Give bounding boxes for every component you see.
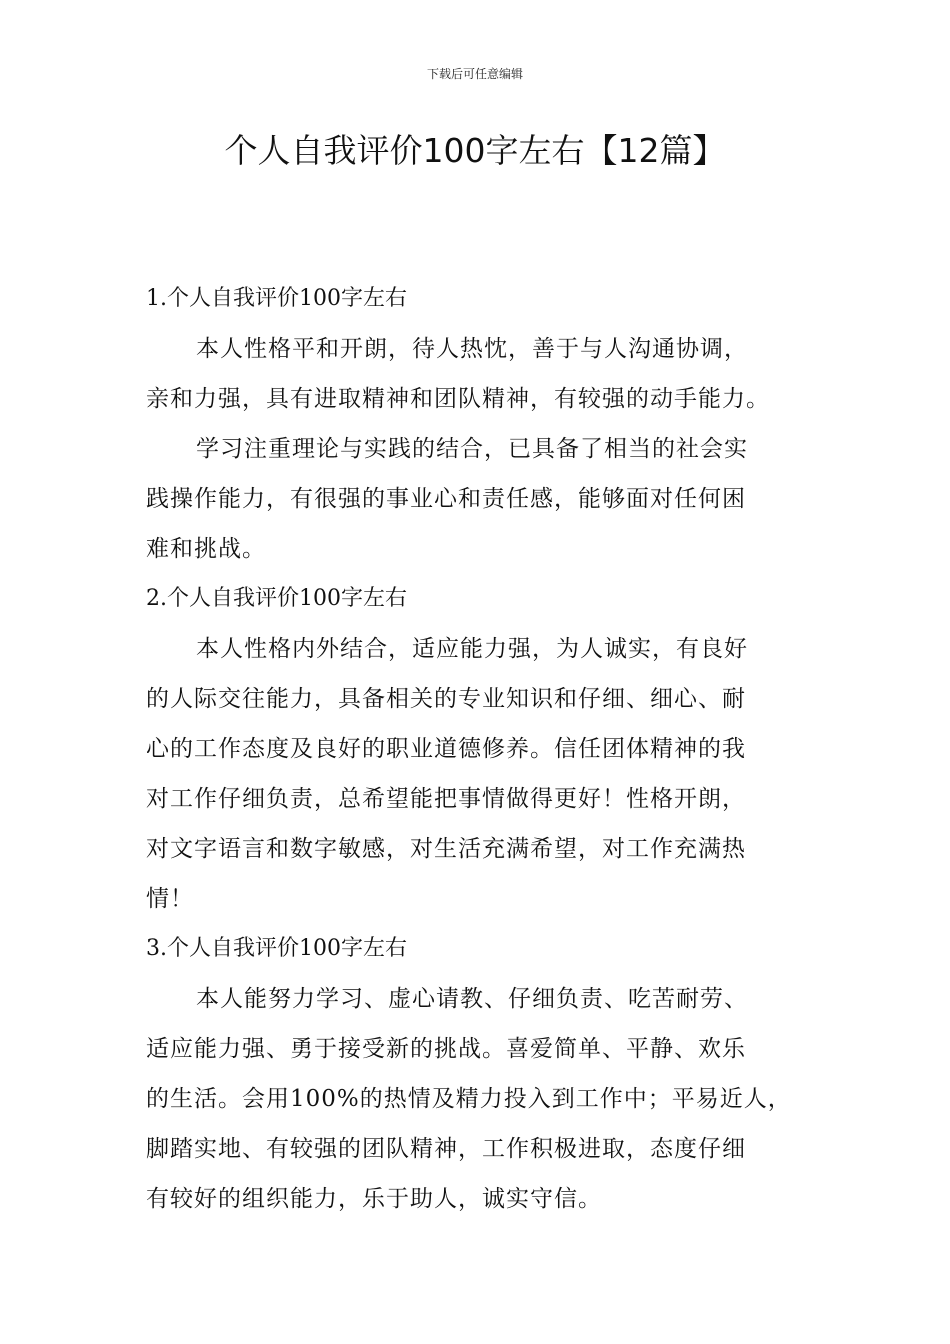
paragraph-line: 本人能努力学习、虚心请教、仔细负责、吃苦耐劳、 [196, 986, 748, 1012]
paragraph [146, 632, 826, 916]
section-heading: 1.个人自我评价100字左右 [146, 286, 407, 311]
section-heading: 2.个人自我评价100字左右 [146, 586, 407, 611]
paragraph-line: 践操作能力，有很强的事业心和责任感，能够面对任何困 [146, 486, 746, 512]
paragraph-line: 学习注重理论与实践的结合，已具备了相当的社会实 [196, 436, 748, 462]
section-1 [146, 282, 826, 566]
section-heading: 3.个人自我评价100字左右 [146, 936, 407, 961]
paragraph-line: 有较好的组织能力，乐于助人，诚实守信。 [146, 1186, 602, 1212]
paragraph-line: 心的工作态度及良好的职业道德修养。信任团体精神的我 [146, 736, 746, 762]
section-2 [146, 582, 826, 916]
paragraph-line: 本人性格内外结合，适应能力强，为人诚实，有良好 [196, 636, 748, 662]
paragraph [146, 982, 826, 1216]
paragraph-line: 脚踏实地、有较强的团队精神，工作积极进取，态度仔细 [146, 1136, 746, 1162]
document-title: 个人自我评价100字左右【12篇】 [224, 131, 726, 170]
paragraph-line: 的生活。会用100%的热情及精力投入到工作中；平易近人， [146, 1086, 792, 1112]
paragraph-line: 对工作仔细负责，总希望能把事情做得更好！性格开朗， [146, 786, 746, 812]
document-body [146, 282, 826, 1232]
paragraph-line: 适应能力强、勇于接受新的挑战。喜爱简单、平静、欢乐 [146, 1036, 746, 1062]
paragraph-line: 对文字语言和数字敏感，对生活充满希望，对工作充满热 [146, 836, 746, 862]
paragraph-line: 难和挑战。 [146, 536, 266, 562]
paragraph-line: 的人际交往能力，具备相关的专业知识和仔细、细心、耐 [146, 686, 746, 712]
header-note: 下载后可任意编辑 [426, 67, 523, 81]
section-3 [146, 932, 826, 1216]
paragraph-line: 本人性格平和开朗，待人热忱，善于与人沟通协调， [196, 336, 748, 362]
paragraph-line: 亲和力强，具有进取精神和团队精神，有较强的动手能力。 [146, 386, 770, 412]
paragraph [146, 432, 826, 566]
paragraph-line: 情！ [146, 886, 194, 912]
paragraph [146, 332, 826, 416]
